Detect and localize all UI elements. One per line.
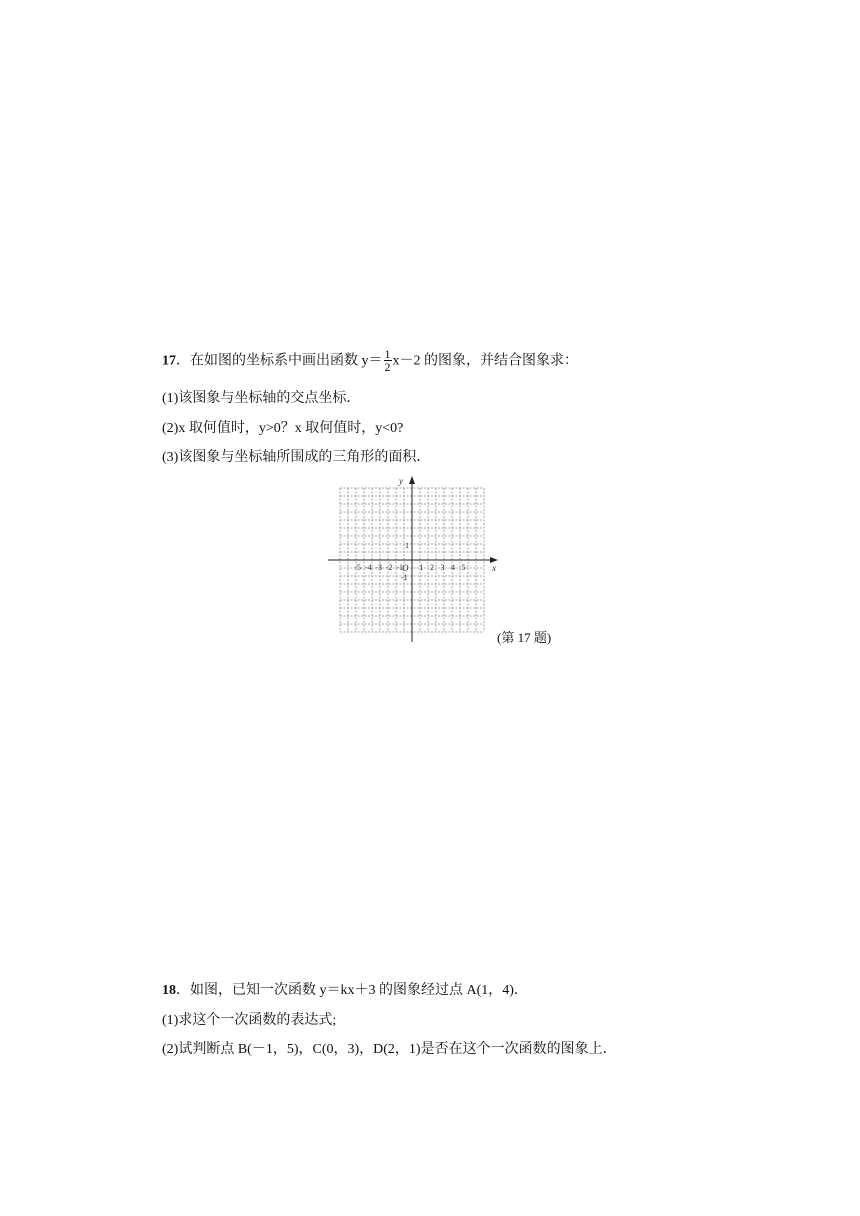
question-number: 17	[162, 353, 176, 369]
y-tick-label-1: 1	[405, 541, 409, 550]
question-18-part-2: (2)试判断点 B(－1，5)，C(0，3)，D(2，1)是否在这个一次函数的图象上．	[162, 1042, 617, 1057]
x-tick-label: 1	[419, 563, 424, 572]
x-tick-label: 4	[451, 563, 455, 572]
x-tick-label: 5	[461, 563, 466, 572]
x-tick-label: 2	[430, 563, 434, 572]
stem-text: ．如图，已知一次函数 y＝kx＋3 的图象经过点 A(1，4)．	[176, 983, 528, 998]
y-tick-label-neg-1: -1	[401, 573, 408, 582]
question-17-part-2: (2)x 取何值时，y>0？x 取何值时，y<0?	[162, 421, 404, 436]
stem-text-before: ．在如图的坐标系中画出函数 y＝	[176, 353, 383, 369]
x-tick-label: 3	[440, 563, 445, 572]
y-axis-label: y	[399, 476, 403, 486]
stem-text-after: x－2 的图象，并结合图象求：	[392, 353, 578, 369]
question-18-stem	[162, 981, 528, 1001]
x-tick-label: -4	[364, 563, 372, 572]
fraction-denominator: 2	[384, 360, 391, 374]
x-axis-label: x	[492, 563, 496, 573]
y-axis-arrow	[409, 476, 415, 484]
question-17-stem	[162, 349, 578, 374]
question-number: 18	[162, 983, 176, 998]
question-17-part-3: (3)该图象与坐标轴所围成的三角形的面积．	[162, 450, 431, 465]
x-tick-label: -2	[385, 563, 393, 572]
x-tick-label: -5	[354, 563, 362, 572]
x-tick-label: -3	[375, 563, 383, 572]
fraction	[384, 348, 392, 373]
figure-caption: (第 17 题)	[497, 630, 552, 645]
coordinate-grid-figure	[326, 474, 502, 644]
x-tick-label: -1	[396, 563, 404, 572]
question-17-part-1: (1)该图象与坐标轴的交点坐标．	[162, 391, 361, 406]
origin-label: O	[402, 563, 409, 573]
question-18-part-1: (1)求这个一次函数的表达式;	[162, 1013, 337, 1028]
fraction-numerator: 1	[384, 347, 391, 361]
